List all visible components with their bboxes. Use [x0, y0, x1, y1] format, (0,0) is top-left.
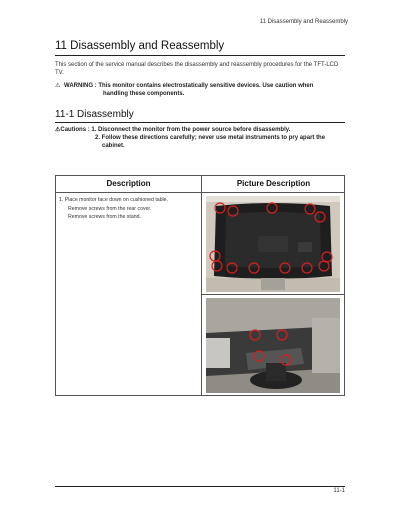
page-number: 11-1 [333, 488, 345, 494]
warning-line-2: handling these components. [103, 91, 185, 97]
step-1-sub-1: Remove screws from the rear cover. [68, 205, 152, 212]
footer-rule [55, 486, 345, 487]
warning-icon: ⚠ [55, 83, 61, 89]
cautions-block [55, 126, 345, 150]
picture-description-header: Picture Description [236, 179, 311, 188]
intro-text: This section of the service manual describes the disassembly and reassembly procedures for the TFT-LCD TV. [55, 62, 339, 76]
section-rule [55, 55, 345, 56]
caution-line-1: Cautions : 1. Disconnect the monitor from the power source before disassembly. [60, 127, 291, 133]
caution-line-2: 2. Follow these directions carefully; never use metal instruments to pry apart the [95, 135, 326, 141]
photo-divider [202, 294, 344, 295]
step-1-sub-2: Remove screws from the stand. [68, 214, 141, 220]
description-header: Description [56, 176, 202, 192]
stand-image [206, 298, 340, 393]
header-rule [56, 192, 344, 193]
caution-icon: ⚠ [55, 127, 61, 133]
running-header: 11 Disassembly and Reassembly [259, 19, 348, 25]
warning-line-1: WARNING : This monitor contains electrostatically sensitive devices. Use caution when [64, 83, 314, 89]
step-1: 1. Place monitor face down on cushioned table. [59, 197, 169, 203]
caution-line-3: cabinet. [102, 143, 125, 149]
section-title: 11 Disassembly and Reassembly [55, 40, 225, 52]
warning-block [55, 82, 345, 98]
rear-cover-photo [206, 196, 340, 292]
subsection-rule [55, 122, 345, 123]
subsection-title: 11-1 Disassembly [55, 109, 134, 120]
stand-photo [206, 298, 340, 393]
procedure-table [55, 175, 345, 396]
step-list [59, 196, 199, 222]
rear-cover-image [206, 196, 340, 292]
